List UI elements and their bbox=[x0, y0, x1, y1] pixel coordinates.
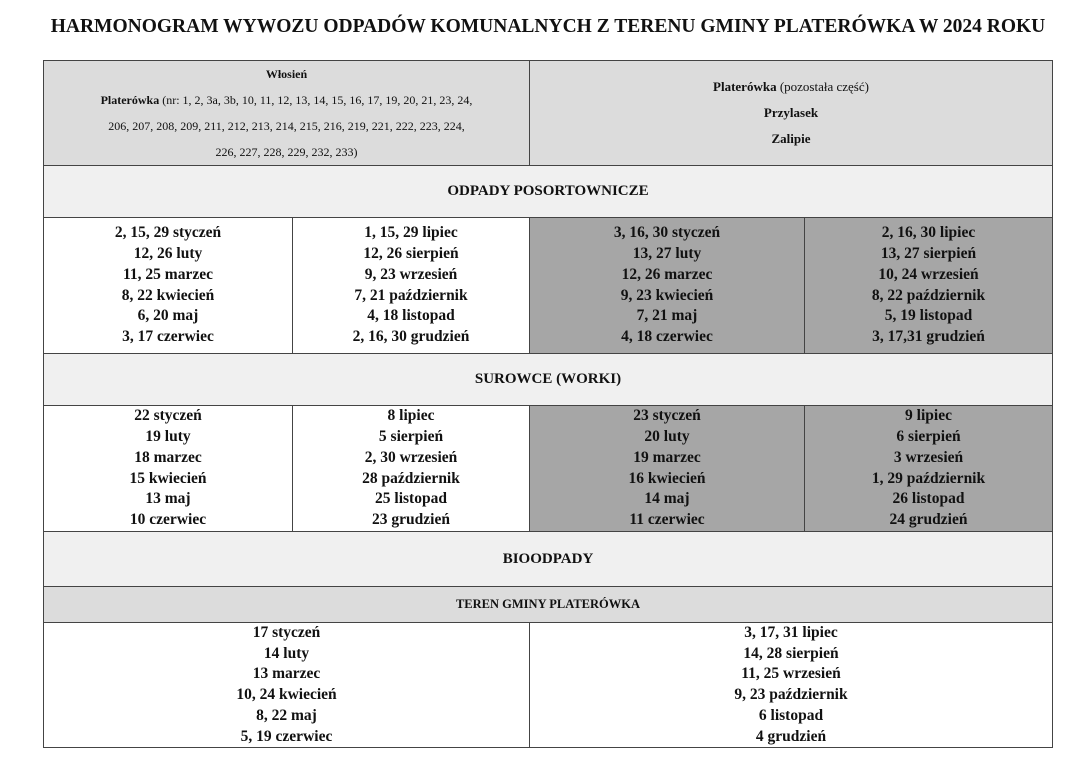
section-title-bioodpady: BIOODPADY bbox=[44, 532, 1053, 587]
date-entry: 2, 15, 29 styczeń bbox=[114, 224, 222, 242]
date-entry: 12, 26 sierpień bbox=[363, 245, 459, 263]
date-entry: 18 marzec bbox=[134, 448, 202, 466]
header-left-line3: 206, 207, 208, 209, 211, 212, 213, 214, 215, 216, 219, 221, 222, 223, 224, bbox=[108, 119, 465, 133]
date-entry: 1, 29 październik bbox=[871, 469, 986, 487]
date-entry: 13, 27 sierpień bbox=[880, 245, 977, 263]
date-entry: 5 sierpień bbox=[378, 428, 444, 446]
date-entry: 3, 17 czerwiec bbox=[122, 327, 214, 345]
date-entry: 13 marzec bbox=[252, 665, 321, 683]
bioodpady-col1 bbox=[44, 623, 530, 748]
date-entry: 11 czerwiec bbox=[629, 510, 705, 528]
date-entry: 3 wrzesień bbox=[893, 448, 964, 466]
date-entry: 8 lipiec bbox=[387, 407, 435, 425]
surowce-col1 bbox=[44, 406, 293, 532]
date-entry: 13, 27 luty bbox=[632, 245, 702, 263]
date-entry: 3, 17, 31 lipiec bbox=[744, 624, 838, 641]
date-entry: 9, 23 kwiecień bbox=[620, 286, 714, 304]
date-entry: 9, 23 wrzesień bbox=[364, 265, 458, 283]
date-entry: 9, 23 październik bbox=[734, 686, 848, 704]
date-entry: 15 kwiecień bbox=[129, 469, 207, 487]
date-entry: 23 grudzień bbox=[372, 510, 450, 528]
date-entry: 13 maj bbox=[145, 490, 191, 508]
date-entry: 1, 15, 29 lipiec bbox=[364, 224, 458, 242]
schedule-table bbox=[43, 60, 1053, 748]
date-entry: 9 lipiec bbox=[905, 407, 952, 425]
date-entry: 6, 20 maj bbox=[137, 307, 199, 325]
header-right-line1 bbox=[530, 74, 1052, 100]
date-entry: 12, 26 marzec bbox=[621, 265, 713, 283]
date-entry: 19 luty bbox=[145, 428, 191, 446]
date-entry: 3, 17,31 grudzień bbox=[872, 327, 985, 345]
date-entry: 5, 19 listopad bbox=[884, 307, 973, 325]
date-entry: 5, 19 czerwiec bbox=[240, 727, 333, 745]
header-right-line2: Przylasek bbox=[763, 105, 819, 120]
date-entry: 4, 18 czerwiec bbox=[621, 327, 713, 345]
header-left-line4: 226, 227, 228, 229, 232, 233) bbox=[215, 145, 358, 159]
date-entry: 3, 16, 30 styczeń bbox=[613, 224, 721, 242]
date-entry: 10, 24 kwiecień bbox=[236, 686, 337, 704]
posortownicze-col4 bbox=[805, 218, 1053, 354]
posortownicze-col1 bbox=[44, 218, 293, 354]
date-entry: 16 kwiecień bbox=[628, 469, 706, 487]
date-entry: 7, 21 maj bbox=[636, 307, 698, 325]
date-entry: 24 grudzień bbox=[889, 510, 968, 528]
surowce-col4 bbox=[805, 406, 1053, 532]
date-entry: 17 styczeń bbox=[252, 624, 321, 641]
date-entry: 2, 30 wrzesień bbox=[364, 448, 458, 466]
date-entry: 6 listopad bbox=[758, 706, 824, 724]
date-entry: 26 listopad bbox=[892, 490, 965, 508]
date-entry: 2, 16, 30 lipiec bbox=[881, 224, 976, 242]
date-entry: 11, 25 marzec bbox=[123, 265, 213, 283]
header-left-line2 bbox=[44, 87, 529, 113]
surowce-col2 bbox=[293, 406, 530, 532]
header-right-line3: Zalipie bbox=[771, 131, 811, 146]
date-entry: 12, 26 luty bbox=[133, 245, 203, 263]
date-entry: 8, 22 maj bbox=[256, 706, 317, 724]
date-entry: 10, 24 wrzesień bbox=[878, 265, 979, 283]
bioodpady-col2 bbox=[530, 623, 1053, 748]
date-entry: 10 czerwiec bbox=[129, 510, 207, 528]
section-title-posortownicze: ODPADY POSORTOWNICZE bbox=[44, 166, 1053, 218]
date-entry: 4, 18 listopad bbox=[367, 307, 455, 325]
date-entry: 14 maj bbox=[644, 490, 690, 508]
date-entry: 8, 22 październik bbox=[871, 286, 986, 304]
date-entry: 14, 28 sierpień bbox=[743, 644, 839, 662]
date-entry: 23 styczeń bbox=[633, 407, 701, 425]
date-entry: 20 luty bbox=[644, 428, 690, 446]
date-entry: 7, 21 październik bbox=[354, 286, 468, 304]
date-entry: 25 listopad bbox=[375, 490, 447, 508]
date-entry: 11, 25 wrzesień bbox=[741, 665, 841, 683]
section-subtitle-bioodpady: TEREN GMINY PLATERÓWKA bbox=[44, 587, 1053, 623]
date-entry: 6 sierpień bbox=[896, 428, 961, 446]
date-entry: 2, 16, 30 grudzień bbox=[352, 327, 470, 345]
date-entry: 14 luty bbox=[263, 644, 310, 662]
date-entry: 4 grudzień bbox=[755, 727, 827, 745]
document-title: HARMONOGRAM WYWOZU ODPADÓW KOMUNALNYCH Z TERENU GMINY PLATERÓWKA W 2024 ROKU bbox=[50, 16, 1046, 37]
date-entry: 22 styczeń bbox=[134, 407, 202, 425]
date-entry: 28 październik bbox=[362, 469, 460, 487]
date-entry: 19 marzec bbox=[633, 448, 701, 466]
header-left-line1: Włosień bbox=[265, 67, 308, 81]
header-left-name: Platerówka bbox=[100, 93, 160, 107]
header-area-wlosien bbox=[44, 61, 530, 166]
section-title-surowce: SUROWCE (WORKI) bbox=[44, 354, 1053, 406]
posortownicze-col3 bbox=[530, 218, 805, 354]
surowce-col3 bbox=[530, 406, 805, 532]
header-left-numbers: (nr: 1, 2, 3a, 3b, 10, 11, 12, 13, 14, 15, 16, 17, 19, 20, 21, 23, 24, bbox=[159, 93, 473, 107]
header-right-note: (pozostała część) bbox=[776, 79, 869, 94]
header-right-name: Platerówka bbox=[713, 79, 777, 94]
posortownicze-col2 bbox=[293, 218, 530, 354]
date-entry: 8, 22 kwiecień bbox=[121, 286, 215, 304]
header-area-platerowka bbox=[530, 61, 1053, 166]
